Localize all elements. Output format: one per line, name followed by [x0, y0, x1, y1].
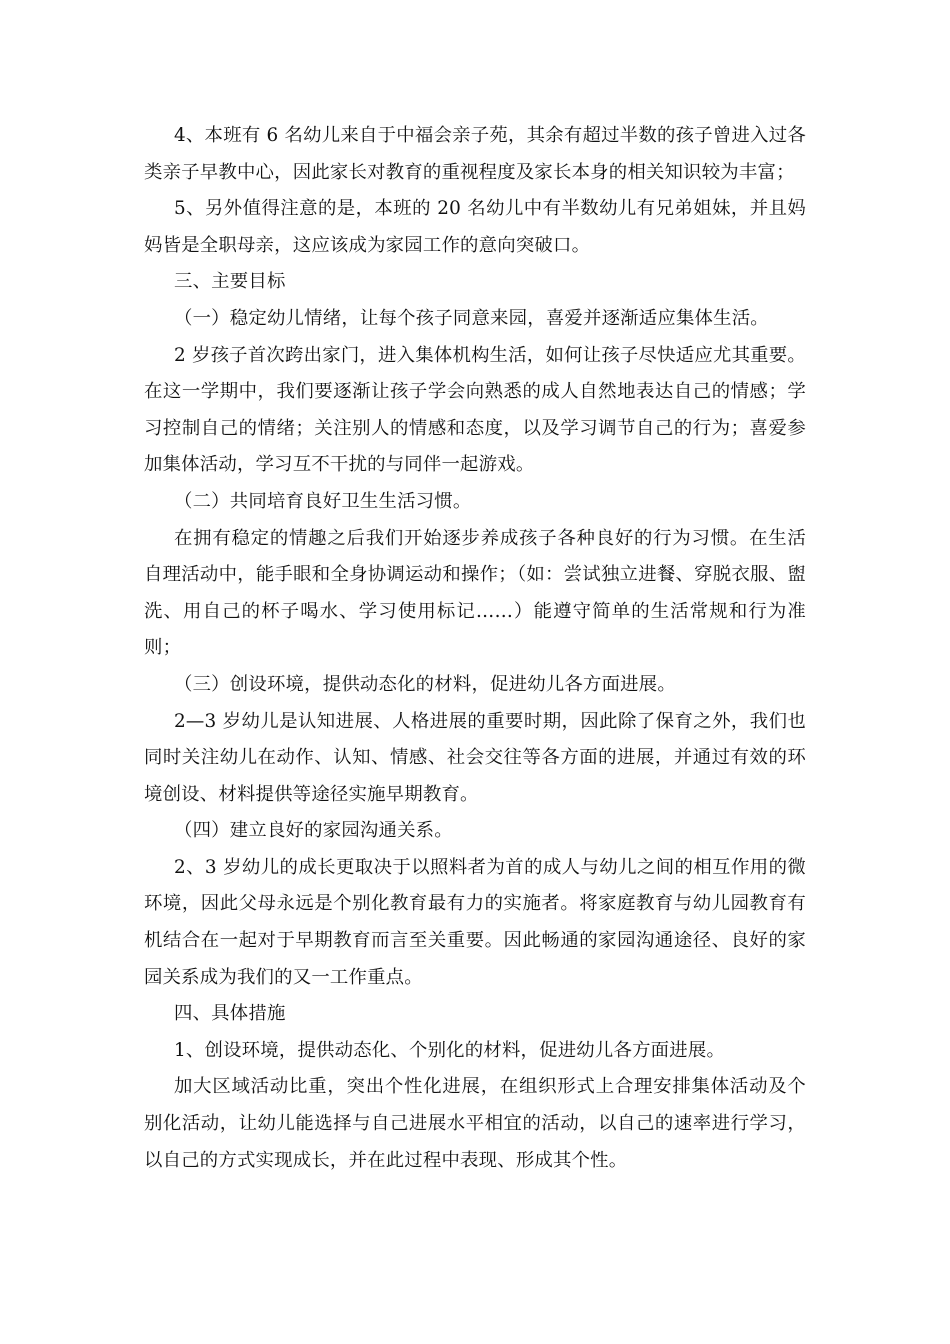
measure-1-body: 加大区域活动比重，突出个性化进展，在组织形式上合理安排集体活动及个别化活动，让幼儿能选择与自己进展水平相宜的活动，以自己的速率进行学习，以自己的方式实现成长，并在此过程中表现、形成其个性。	[144, 1076, 806, 1171]
goal-3-heading: （三）创设环境，提供动态化的材料，促进幼儿各方面进展。	[174, 673, 676, 695]
goal-3-body: 2—3 岁幼儿是认知进展、人格进展的重要时期，因此除了保育之外，我们也同时关注幼儿在动作、认知、情感、社会交往等各方面的进展，并通过有效的环境创设、材料提供等途径实施早期教育。	[144, 710, 806, 805]
goal-2-heading: （二）共同培育良好卫生生活习惯。	[174, 490, 472, 512]
goal-1-body: 2 岁孩子首次跨出家门，进入集体机构生活，如何让孩子尽快适应尤其重要。在这一学期中，我们要逐渐让孩子学会向熟悉的成人自然地表达自己的情感；学习控制自己的情绪；关注别人的情感和态度，以及学习调节自己的行为；喜爱参加集体活动，学习互不干扰的与同伴一起游戏。	[144, 344, 806, 476]
measure-1-heading: 1、创设环境，提供动态化、个别化的材料，促进幼儿各方面进展。	[174, 1039, 726, 1061]
heading-specific-measures: 四、具体措施	[174, 1003, 286, 1025]
goal-2-body: 在拥有稳定的情趣之后我们开始逐步养成孩子各种良好的行为习惯。在生活自理活动中，能手眼和全身协调运动和操作；（如：尝试独立进餐、穿脱衣服、盥洗、用自己的杯子喝水、学习使用标记……）能遵守简单的生活常规和行为准则；	[144, 527, 806, 659]
heading-main-goals: 三、主要目标	[174, 271, 286, 293]
goal-4-heading: （四）建立良好的家园沟通关系。	[174, 820, 453, 842]
goal-1-heading: （一）稳定幼儿情绪，让每个孩子同意来园，喜爱并逐渐适应集体生活。	[174, 307, 769, 329]
paragraph-siblings-fulltime-mothers: 5、另外值得注意的是，本班的 20 名幼儿中有半数幼儿有兄弟姐妹，并且妈妈皆是全职母亲，这应该成为家园工作的意向突破口。	[144, 198, 806, 256]
document-body	[144, 118, 806, 1179]
paragraph-parent-education-background: 4、本班有 6 名幼儿来自于中福会亲子苑，其余有超过半数的孩子曾进入过各类亲子早教中心，因此家长对教育的重视程度及家长本身的相关知识较为丰富；	[144, 125, 806, 183]
goal-4-body: 2、3 岁幼儿的成长更取决于以照料者为首的成人与幼儿之间的相互作用的微环境，因此父母永远是个别化教育最有力的实施者。将家庭教育与幼儿园教育有机结合在一起对于早期教育而言至关重要。因此畅通的家园沟通途径、良好的家园关系成为我们的又一工作重点。	[144, 856, 806, 988]
